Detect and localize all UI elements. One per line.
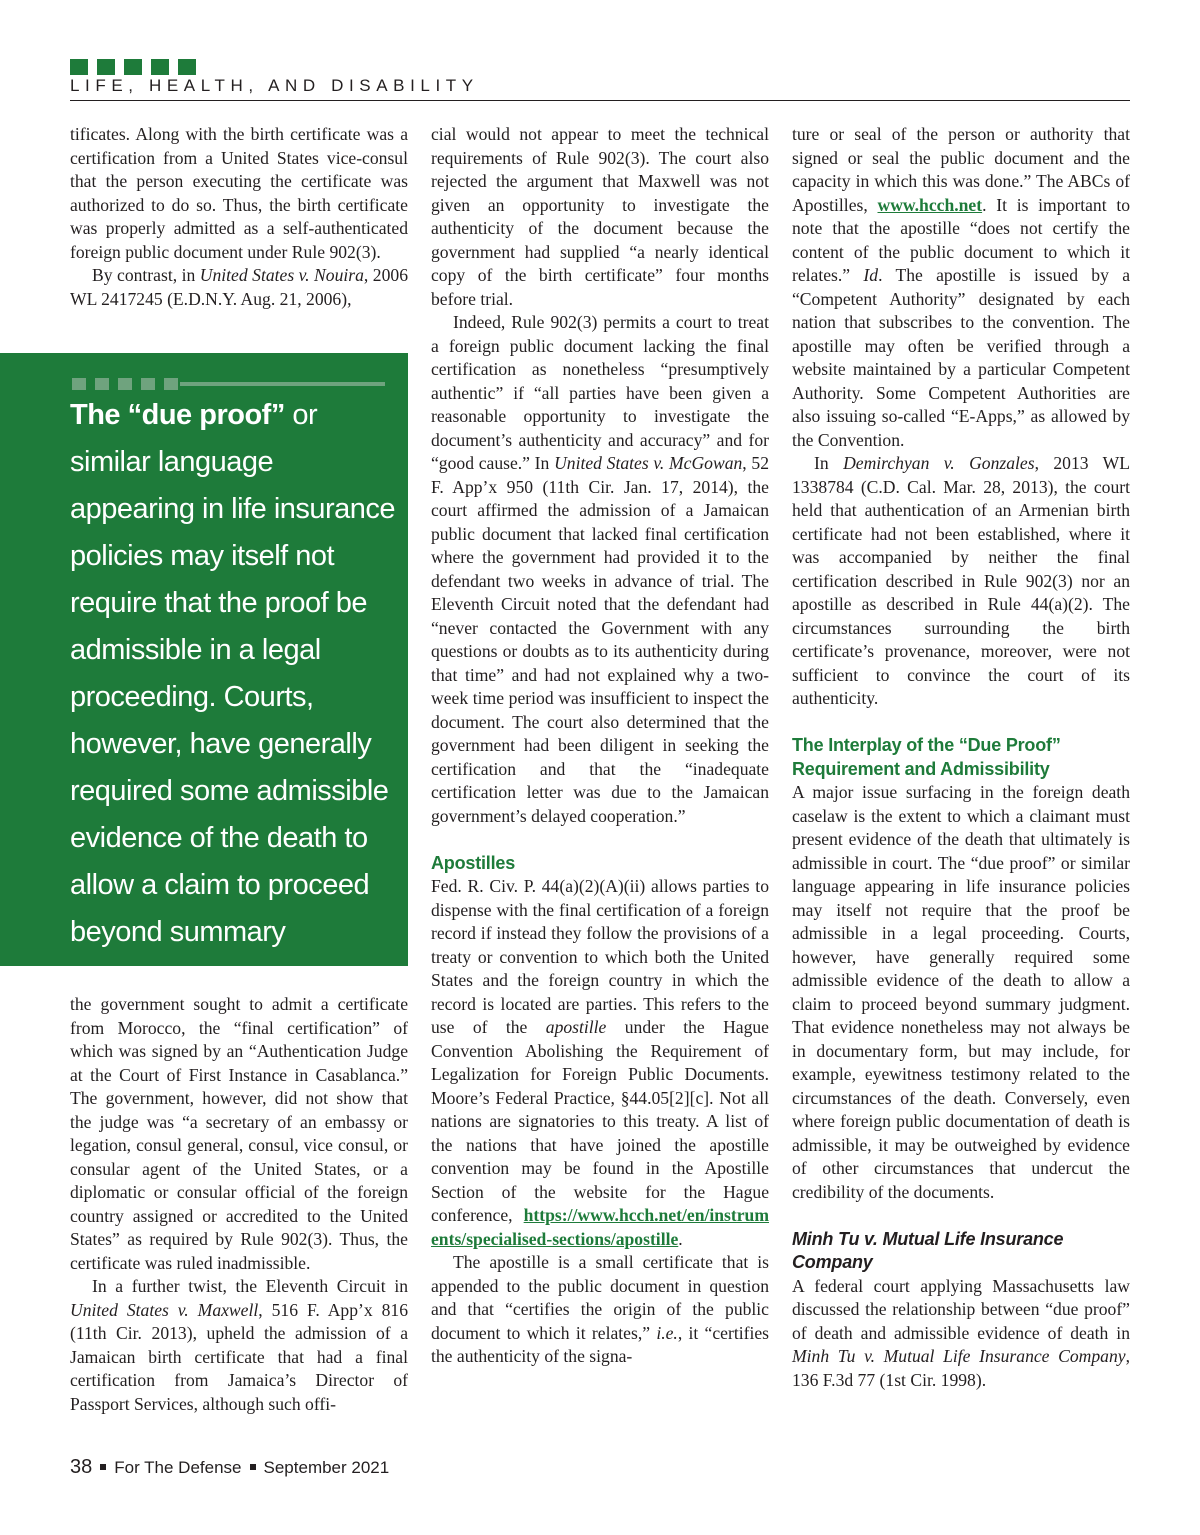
hcch-link[interactable]: www.hcch.net <box>877 194 983 215</box>
pull-quote-text: The “due proof” or similar language appearing in life insurance policies may itself not require that the proof be admissible in a legal proceeding. Courts, however, have generally required some admissible evidence of the death to allow a claim to proceed beyond summary judgment. <box>70 399 396 995</box>
pull-quote-squares <box>72 378 178 390</box>
column-1-bottom <box>70 993 408 1416</box>
header-square <box>178 59 196 75</box>
spacer <box>792 711 1130 735</box>
column-1-top <box>70 123 408 311</box>
header-square <box>124 59 142 75</box>
header-square <box>151 59 169 75</box>
footer-dot <box>250 1464 256 1470</box>
pull-quote-square <box>95 378 109 390</box>
apostille-link[interactable]: https://www.hcch.net/en/instruments/specialised-sections/apostille <box>431 1205 769 1249</box>
paragraph: ture or seal of the person or authority that signed or seal the public document and the capacity in which this was done.” The ABCs of Apostilles, www.hcch.net. It is important to note that the apostille “does not certify the content of the public document to which it relates.” Id. The apostille is issued by a “Competent Authority” designated by each nation that subscribes to the convention. The apostille may often be verified through a website maintained by a particular Competent Authority. Some Competent Authorities are also issuing so-called “E-Apps,” as allowed by the Convention. <box>792 124 1131 450</box>
paragraph: A major issue surfacing in the foreign death caselaw is the extent to which a claimant must present evidence of the death that ultimately is admissible in court. The “due proof” or similar language appearing in life insurance policies may itself not require that the proof be admissible in a legal proceeding. Courts, however, have generally required some admissible evidence of the death to allow a claim to proceed beyond summary judgment. That evidence nonetheless may not always be in documentary form, but may include, for example, eyewitness testimony related to the circumstances of the death. Conversely, even where foreign public documentation of death is admissible, it may be outweighed by evidence of other circumstances that undercut the credibility of the documents. <box>792 782 1130 1202</box>
paragraph: tificates. Along with the birth certificate was a certification from a United States vice-consul that the person executing the certificate was authorized to do so. Thus, the birth certificate was properly admitted as a self-authenticated foreign public document under Rule 902(3). <box>70 124 408 262</box>
pull-quote-square <box>118 378 132 390</box>
publication-name: For The Defense <box>114 1458 242 1477</box>
column-2 <box>431 123 769 1369</box>
page-number: 38 <box>70 1456 93 1478</box>
heading-minh-tu: Minh Tu v. Mutual Life Insurance Company <box>792 1228 1064 1272</box>
paragraph: By contrast, in United States v. Nouira, 2006 WL 2417245 (E.D.N.Y. Aug. 21, 2006), <box>70 265 408 309</box>
paragraph: The apostille is a small certificate that is appended to the public document in question and that “certifies the origin of the public document to which it relates,” i.e., it “certifies the authenticity of the signa- <box>431 1252 769 1366</box>
paragraph: A federal court applying Massachusetts law discussed the relationship between “due proof” of death and admissible evidence of death in Minh Tu v. Mutual Life Insurance Company, 136 F.3d 77 (1st Cir. 1998). <box>792 1275 1130 1390</box>
column-3 <box>792 123 1130 1392</box>
spacer <box>792 1204 1130 1228</box>
case-name: United States v. Maxwell <box>70 1299 259 1320</box>
pull-quote-box <box>0 353 408 995</box>
heading-due-proof: The Interplay of the “Due Proof” Requirement and Admissibility <box>792 735 1061 779</box>
issue-date: September 2021 <box>263 1458 390 1477</box>
heading-apostilles: Apostilles <box>431 852 516 873</box>
header-squares <box>70 59 196 75</box>
header-square <box>97 59 115 75</box>
section-title: LIFE, HEALTH, AND DISABILITY <box>70 76 479 95</box>
case-name: United States v. McGowan <box>554 453 743 473</box>
spacer <box>431 828 769 852</box>
paragraph: cial would not appear to meet the technical requirements of Rule 902(3). The court also rejected the argument that Maxwell was not given an opportunity to investigate the authenticity of the document because the government had supplied “a nearly identical copy of the birth certificate” four months before trial. <box>431 124 769 309</box>
page-footer <box>70 1456 389 1479</box>
paragraph: In a further twist, the Eleventh Circuit in United States v. Maxwell, 516 F. App’x 816 (11th Cir. 2013), upheld the admission of a Jamaican birth certificate that had a final certification from Jamaica’s Director of Passport Services, although such offi- <box>70 1276 408 1414</box>
pull-quote-square <box>72 378 86 390</box>
case-name: United States v. Nouira <box>199 265 364 285</box>
pull-quote-bold: The “due proof” <box>70 399 285 431</box>
paragraph: Indeed, Rule 902(3) permits a court to treat a foreign public document lacking the final certification as nonetheless “presumptively authentic” if “all parties have been given a reasonable opportunity to investigate the document’s authenticity and accuracy” and for “good cause.” In United States v. McGowan, 52 F. App’x 950 (11th Cir. Jan. 17, 2014), the court affirmed the admission of a Jamaican public document that lacked final certification where the government had provided it to the defendant two weeks in advance of trial. The Eleventh Circuit noted that the defendant had “never contacted the Government with any questions or doubts as to its authenticity during that time” and had not explained why a two-week time period was insufficient to inspect the document. The court also determined that the government had been diligent in seeking the certification and that the “inadequate certification letter was due to the Jamaican government’s delayed cooperation.” <box>431 312 769 826</box>
pull-quote-square <box>141 378 155 390</box>
footer-dot <box>100 1464 106 1470</box>
header-rule <box>70 100 1130 101</box>
case-name: Demirchyan v. Gonzales <box>843 453 1035 473</box>
pull-quote-line <box>180 382 385 386</box>
paragraph: the government sought to admit a certificate from Morocco, the “final certification” of which was signed by an “Authentication Judge at the Court of First Instance in Casablanca.” The government, however, did not show that the judge was “a secretary of an embassy or legation, consul general, consul, vice consul, or consular agent of the United States, or a diplomatic or consular official of the foreign country assigned or accredited to the United States” as required by Rule 902(3). Thus, the certificate was ruled inadmissible. <box>70 994 408 1273</box>
paragraph: In Demirchyan v. Gonzales, 2013 WL 1338784 (C.D. Cal. Mar. 28, 2013), the court held that authentication of an Armenian birth certificate had not been established, where it was accompanied by neither the final certification described in Rule 902(3) nor an apostille as described in Rule 44(a)(2). The circumstances surrounding the birth certificate’s provenance, moreover, were not sufficient to convince the court of its authenticity. <box>792 453 1131 708</box>
header-square <box>70 59 88 75</box>
pull-quote-square <box>164 378 178 390</box>
case-name: Minh Tu v. Mutual Life Insurance Company <box>792 1346 1126 1366</box>
paragraph: Fed. R. Civ. P. 44(a)(2)(A)(ii) allows parties to dispense with the final certification of a foreign record if instead they follow the provisions of a treaty or convention to which both the United States and the foreign country in which the record is located are parties. This refers to the use of the apostille under the Hague Convention Abolishing the Requirement of Legalization for Foreign Public Documents. Moore’s Federal Practice, §44.05[2][c]. Not all nations are signatories to this treaty. A list of the nations that have joined the apostille convention may be found in the Apostille Section of the website for the Hague conference, https://www.hcch.net/en/instruments/specialised-sections/apostille. <box>431 876 769 1249</box>
